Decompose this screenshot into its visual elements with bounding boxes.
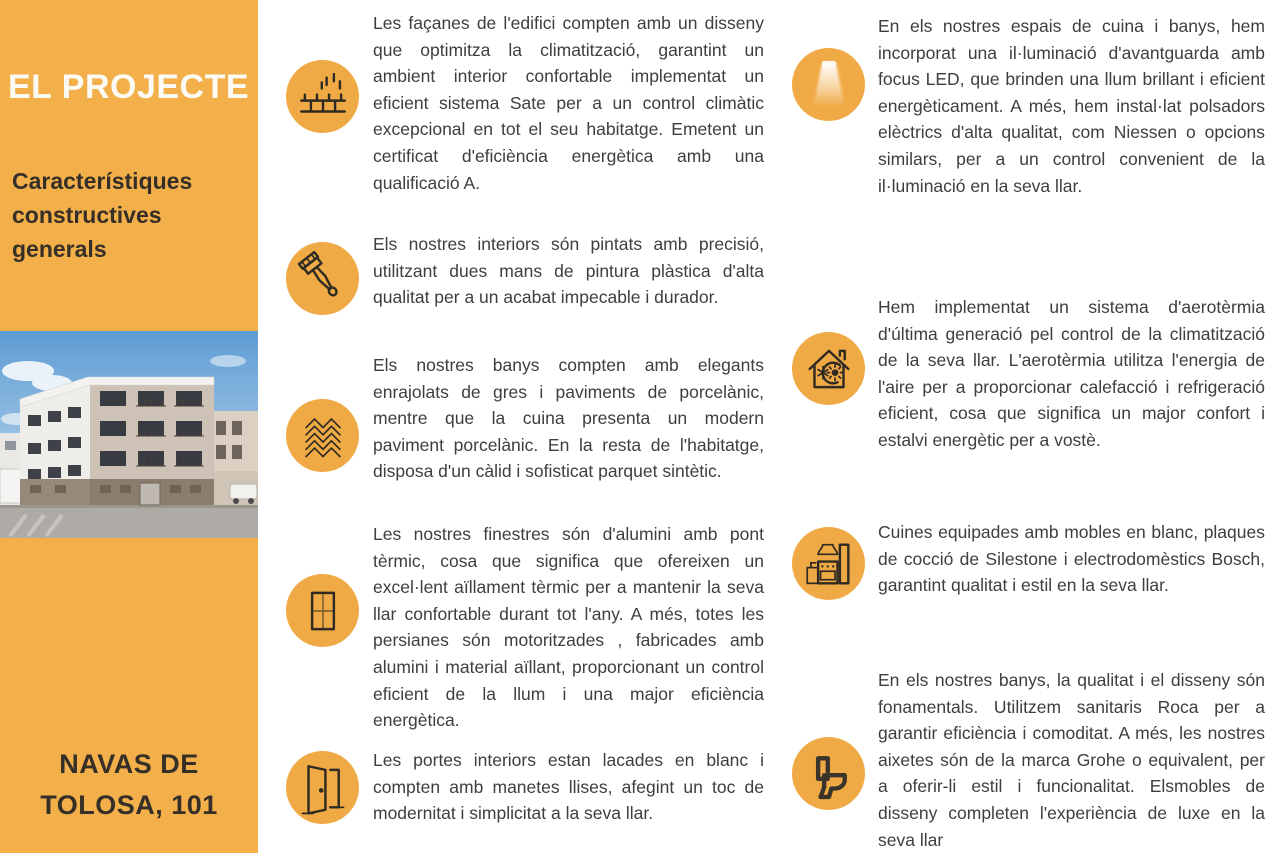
feature-paragraph-aerothermal: Hem implementat un sistema d'aerotèrmia d'última generació pel control de la climatització de la seva llar. L'aerotèrmia utilitza l'energia de l'aire per a proporcionar calefacció i refrigeració eficient, cosa que significa un major confort i estalvi energètic per a vostè.	[878, 297, 1265, 450]
building-photo	[0, 331, 258, 538]
toilet-icon	[792, 737, 865, 810]
building-photo-illustration	[0, 331, 258, 538]
brick-wall-icon	[286, 60, 359, 133]
feature-paragraph-kitchen: Cuines equipades amb mobles en blanc, plaques de cocció de Silestone i electrodomèstics Bosch, garantint qualitat i estil en la seva llar.	[878, 522, 1265, 596]
aerothermal-house-icon	[792, 332, 865, 405]
feature-paragraph-lighting: En els nostres espais de cuina i banys, hem incorporat una il·luminació d'avantguarda amb focus LED, que brinden una llum brillant i eficient energèticament. A més, hem instal·lat polsadors elèctrics d'alta qualitat, com Niessen o opcions similars, per a un control convenient de la il·luminació en la seva llar.	[878, 16, 1265, 196]
feature-paragraph-painting: Els nostres interiors són pintats amb precisió, utilitzant dues mans de pintura plàstica d'alta qualitat per a un acabat impecable i durador.	[373, 234, 764, 308]
address-line-2: TOLOSA, 101	[40, 790, 218, 820]
ceiling-light-icon	[792, 48, 865, 121]
feature-paragraph-bathroom: En els nostres banys, la qualitat i el disseny són fonamentals. Utilitzem sanitaris Roca per a garantir eficiència i comoditat. A més, les nostres aixetes són de la marca Grohe o equivalent, per a oferir-li estil i funcionalitat. Elsmobles de disseny completen l'experiència de luxe en la seva llar	[878, 670, 1265, 850]
open-door-icon	[286, 751, 359, 824]
kitchen-stove-icon	[792, 527, 865, 600]
address-line-1: NAVAS DE	[59, 749, 199, 779]
sidebar-subtitle: Característiques constructives generals	[12, 168, 193, 262]
feature-paragraph-facades: Les façanes de l'edifici compten amb un disseny que optimitza la climatització, garantint un ambient interior confortable implementat un eficient sistema Sate per a un control climàtic excepcional en tot el seu habitatge. Emetent un certificat d'eficiència energètica amb una qualificació A.	[373, 13, 764, 193]
parquet-herringbone-icon	[286, 399, 359, 472]
page-title: EL PROJECTE	[8, 68, 250, 106]
paint-brush-icon	[286, 242, 359, 315]
address	[0, 744, 258, 826]
sidebar	[0, 0, 258, 853]
feature-paragraph-windows: Les nostres finestres són d'alumini amb pont tèrmic, cosa que significa que ofereixen un excel·lent aïllament tèrmic per a mantenir la seva llar confortable durant tot l'any. A més, totes les persianes són motoritzades , fabricades amb alumini i material aïllant, proporcionant un control eficient de la llum i una major eficiència energètica.	[373, 524, 764, 731]
feature-paragraph-flooring: Els nostres banys compten amb elegants enrajolats de gres i paviments de porcelànic, mentre que la cuina presenta un modern paviment porcelànic. En la resta de l'habitatge, disposa d'un càlid i sofisticat parquet sintètic.	[373, 355, 764, 482]
feature-paragraph-doors: Les portes interiors estan lacades en blanc i compten amb manetes llises, afegint un toc de modernitat i simplicitat a la seva llar.	[373, 750, 764, 824]
window-icon	[286, 574, 359, 647]
